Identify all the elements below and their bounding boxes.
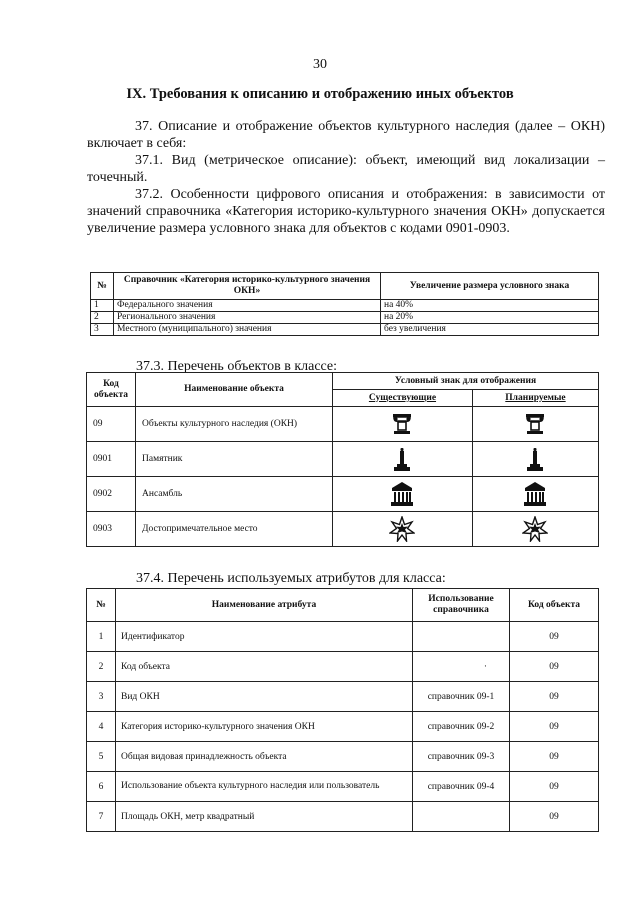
planned-header: Планируемые [505,392,566,403]
paragraph-37-1 [87,152,605,186]
table-header-row [87,589,599,622]
paragraph-37-2 [87,186,605,237]
table-cell [413,622,510,652]
table-header: № [91,273,114,300]
table-row [87,477,599,512]
table-cell: 4 [87,712,116,742]
table-header: Код объекта [510,589,599,622]
table-cell: Вид ОКН [116,682,413,712]
table-cell: 09 [510,772,599,802]
table-header [472,390,598,407]
table-cell: 0901 [87,442,136,477]
table-cell: Объекты культурного наследия (ОКН) [136,407,333,442]
table-cell: 09 [510,742,599,772]
table-cell: 7 [87,802,116,832]
table-cell: 5 [87,742,116,772]
table-cell [333,512,473,547]
table-cell: 1 [87,622,116,652]
table-cell: 2 [91,312,114,324]
table-row [87,652,599,682]
table-row [87,742,599,772]
table-cell: справочник 09-2 [413,712,510,742]
table-cell: 09 [510,652,599,682]
table-row [91,312,599,324]
table-row [91,324,599,336]
monument-icon [524,446,546,472]
table-cell [472,407,598,442]
objects-list-heading: 37.3. Перечень объектов в классе: [136,359,338,374]
star-icon [389,516,415,542]
table-cell: справочник 09-1 [413,682,510,712]
table-cell [333,477,473,512]
table-row [87,712,599,742]
table-cell: 1 [91,300,114,312]
table-cell: 0903 [87,512,136,547]
category-size-table [90,272,599,336]
paragraph-37-text: 37. Описание и отображение объектов культурного наследия (далее – ОКН) включает в себя: [87,119,605,151]
table-header: Использование справочника [413,589,510,622]
table-row [87,772,599,802]
table-header-row [87,373,599,390]
table-header: Наименование атрибута [116,589,413,622]
table-cell: справочник 09-4 [413,772,510,802]
table-cell: Ансамбль [136,477,333,512]
table-cell [472,442,598,477]
table-cell: Общая видовая принадлежность объекта [116,742,413,772]
table-cell: 09 [510,622,599,652]
table-cell [472,477,598,512]
table-cell: Местного (муниципального) значения [114,324,381,336]
table-header-row [91,273,599,300]
table-cell [333,442,473,477]
table-cell: 6 [87,772,116,802]
table-header: Справочник «Категория историко-культурного значения ОКН» [114,273,381,300]
table-header: Увеличение размера условного знака [381,273,599,300]
table-row [87,802,599,832]
table-header: Условный знак для отображения [333,373,599,390]
table-cell [472,512,598,547]
table-row [87,622,599,652]
table-cell [333,407,473,442]
table-cell: Достопримечательное место [136,512,333,547]
table-cell: на 40% [381,300,599,312]
table-cell: Памятник [136,442,333,477]
table-row [87,442,599,477]
objects-table [86,372,599,547]
table-header [333,390,473,407]
paragraph-37-2-text: 37.2. Особенности цифрового описания и отображения: в зависимости от значений справочника «Категория историко-культурного значения ОКН» допускается увеличение размера условного знака для объектов с кодами 0901-0903. [87,187,605,236]
table-cell [413,802,510,832]
table-cell: 0902 [87,477,136,512]
table-cell: 2 [87,652,116,682]
column-capital-icon [391,412,413,436]
table-cell: 09 [87,407,136,442]
table-cell: 09 [510,802,599,832]
attributes-list-heading: 37.4. Перечень используемых атрибутов для класса: [136,571,446,586]
table-cell: Регионального значения [114,312,381,324]
paragraph-37 [87,118,605,152]
table-cell: справочник 09-3 [413,742,510,772]
table-cell: Площадь ОКН, метр квадратный [116,802,413,832]
table-cell: 3 [87,682,116,712]
table-cell: Федерального значения [114,300,381,312]
table-cell: 09 [510,682,599,712]
monument-icon [391,446,413,472]
star-icon [522,516,548,542]
section-title: IX. Требования к описанию и отображению иных объектов [126,86,514,102]
table-cell: 3 [91,324,114,336]
table-header: № [87,589,116,622]
table-cell: · [413,652,510,682]
table-cell: Категория историко-культурного значения ОКН [116,712,413,742]
table-cell: Использование объекта культурного наследия или пользователь [116,772,413,802]
table-row [87,682,599,712]
table-header: Наименование объекта [136,373,333,407]
table-header: Код объекта [87,373,136,407]
column-capital-icon [524,412,546,436]
table-cell: Код объекта [116,652,413,682]
table-row [91,300,599,312]
existing-header: Существующие [368,392,437,403]
table-row [87,407,599,442]
table-cell: без увеличения [381,324,599,336]
table-cell: Идентификатор [116,622,413,652]
table-row [87,512,599,547]
page-number: 30 [313,57,327,72]
paragraph-37-1-text: 37.1. Вид (метрическое описание): объект, имеющий вид локализации – точечный. [87,153,605,185]
classical-building-icon [523,481,547,507]
attributes-table [86,588,599,832]
table-cell: 09 [510,712,599,742]
classical-building-icon [390,481,414,507]
table-cell: на 20% [381,312,599,324]
